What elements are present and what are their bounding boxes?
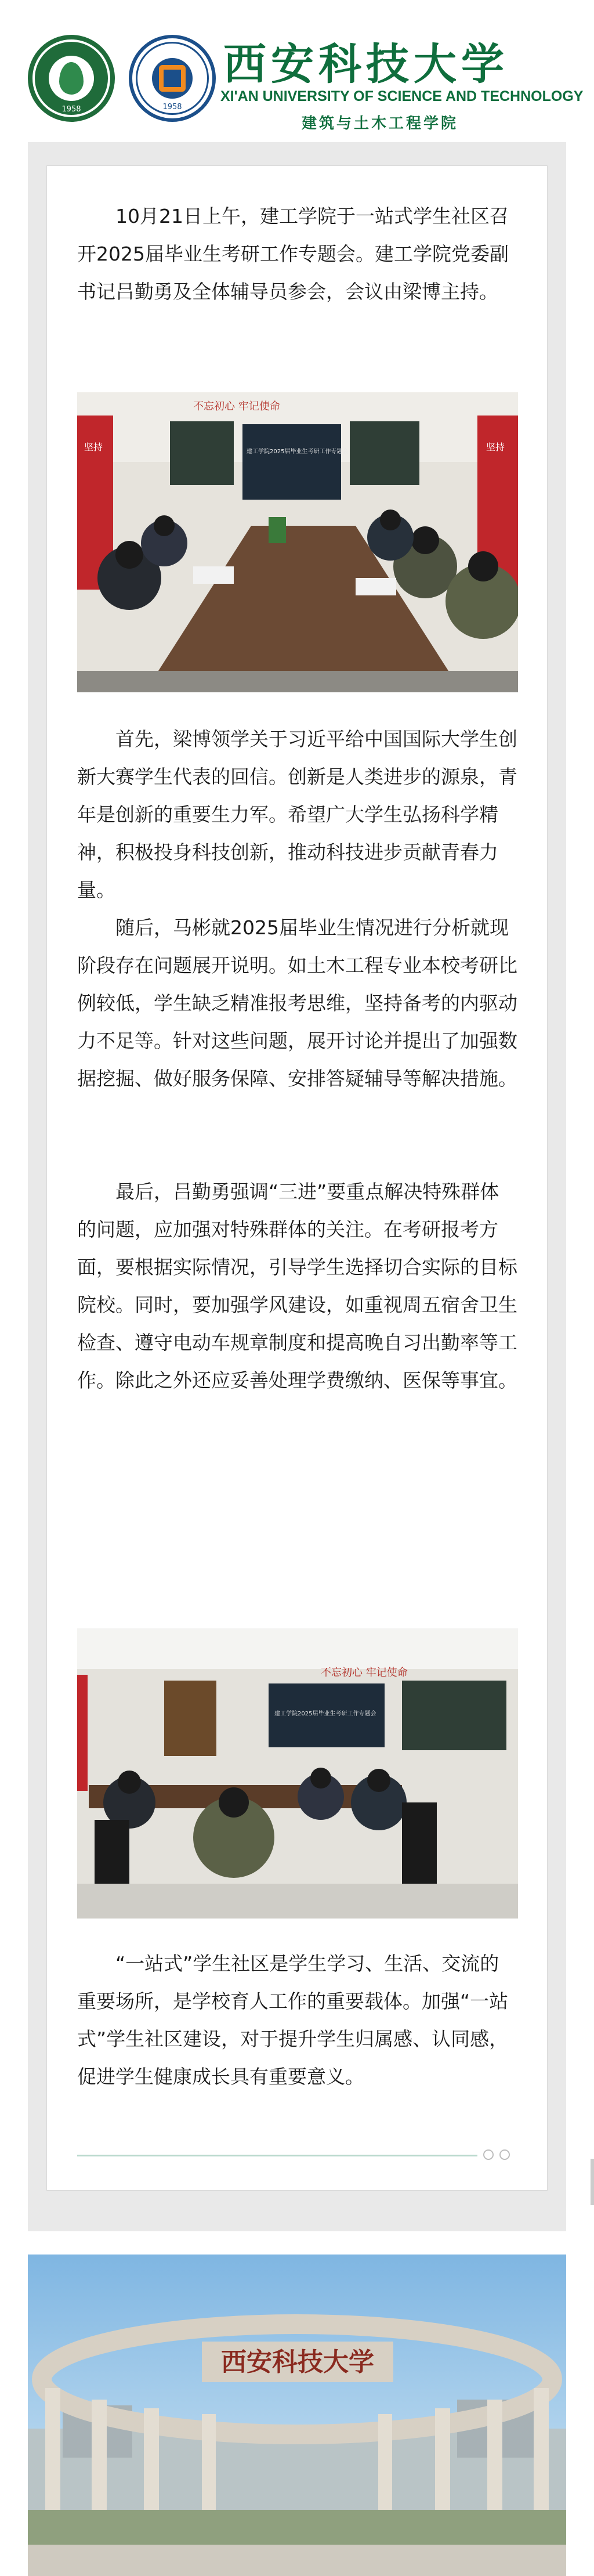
logo1-year: 1958: [61, 105, 81, 114]
divider-dot-1: [483, 2149, 494, 2160]
photo1-right-panel: 坚持: [486, 442, 505, 453]
gate-name-text: 西安科技大学: [221, 2347, 374, 2377]
college-emblem-icon: [159, 65, 186, 92]
article-paragraph-2: 首先，梁博领学关于习近平给中国国际大学生创新大赛学生代表的回信。创新是人类进步的源泉，青年是创新的重要生力军。希望广大学生弘扬科学精神，积极投身科技创新，推动科技进步贡献青春力量。: [77, 728, 517, 901]
college-logo: [129, 35, 216, 122]
meeting-photo-2-image: [77, 1628, 518, 1919]
article-paragraph-4: 最后，吕勤勇强调“三进”要重点解决特殊群体的问题，应加强对特殊群体的关注。在考研报考方面，要根据实际情况，引导学生选择切合实际的目标院校。同时，要加强学风建设，如重视周五宿舍卫生检查、遵守电动车规章制度和提高晚自习出勤率等工作。除此之外还应妥善处理学费缴纳、医保等事宜。: [77, 1180, 517, 1392]
scrollbar-indicator[interactable]: [591, 2159, 594, 2205]
campus-gate-image: [28, 2255, 566, 2576]
photo2-screen-text: 建工学院2025届毕业生考研工作专题会: [274, 1711, 376, 1717]
article-divider: [77, 2155, 477, 2156]
photo1-screen-text: 建工学院2025届毕业生考研工作专题会: [247, 449, 349, 455]
meeting-photo-2: [77, 1628, 518, 1919]
logo2-year: 1958: [162, 103, 182, 111]
divider-dot-2: [499, 2149, 510, 2160]
university-name-en: XI'AN UNIVERSITY OF SCIENCE AND TECHNOLOGY: [220, 88, 584, 104]
department-name: 建筑与土木工程学院: [302, 115, 459, 132]
seal-emblem-icon: [59, 62, 84, 95]
campus-gate-banner: [28, 2255, 566, 2576]
photo1-banner: 不忘初心 牢记使命: [193, 400, 280, 413]
article-paragraph-1: 10月21日上午，建工学院于一站式学生社区召开2025届毕业生考研工作专题会。建工学院党委副书记吕勤勇及全体辅导员参会，会议由梁博主持。: [77, 205, 509, 303]
university-name-cn: 西安科技大学: [223, 39, 509, 89]
meeting-photo-1-image: [77, 392, 518, 692]
university-seal-logo: [28, 35, 115, 122]
article-paragraph-3: 随后，马彬就2025届毕业生情况进行分析就现阶段存在问题展开说明。如土木工程专业本校考研比例较低，学生缺乏精准报考思维，坚持备考的内驱动力不足等。针对这些问题，展开讨论并提出了加强数据挖掘、做好服务保障、安排答疑辅导等解决措施。: [77, 916, 517, 1090]
meeting-photo-1: [77, 392, 518, 692]
photo1-left-panel: 坚持: [84, 442, 103, 453]
article-card: [46, 165, 548, 2191]
page-header: [0, 0, 594, 142]
article-frame: [28, 142, 566, 2231]
photo2-banner: 不忘初心 牢记使命: [321, 1667, 408, 1679]
article-paragraph-5: “一站式”学生社区是学生学习、生活、交流的重要场所，是学校育人工作的重要载体。加强“一站式”学生社区建设，对于提升学生归属感、认同感，促进学生健康成长具有重要意义。: [77, 1952, 509, 2088]
